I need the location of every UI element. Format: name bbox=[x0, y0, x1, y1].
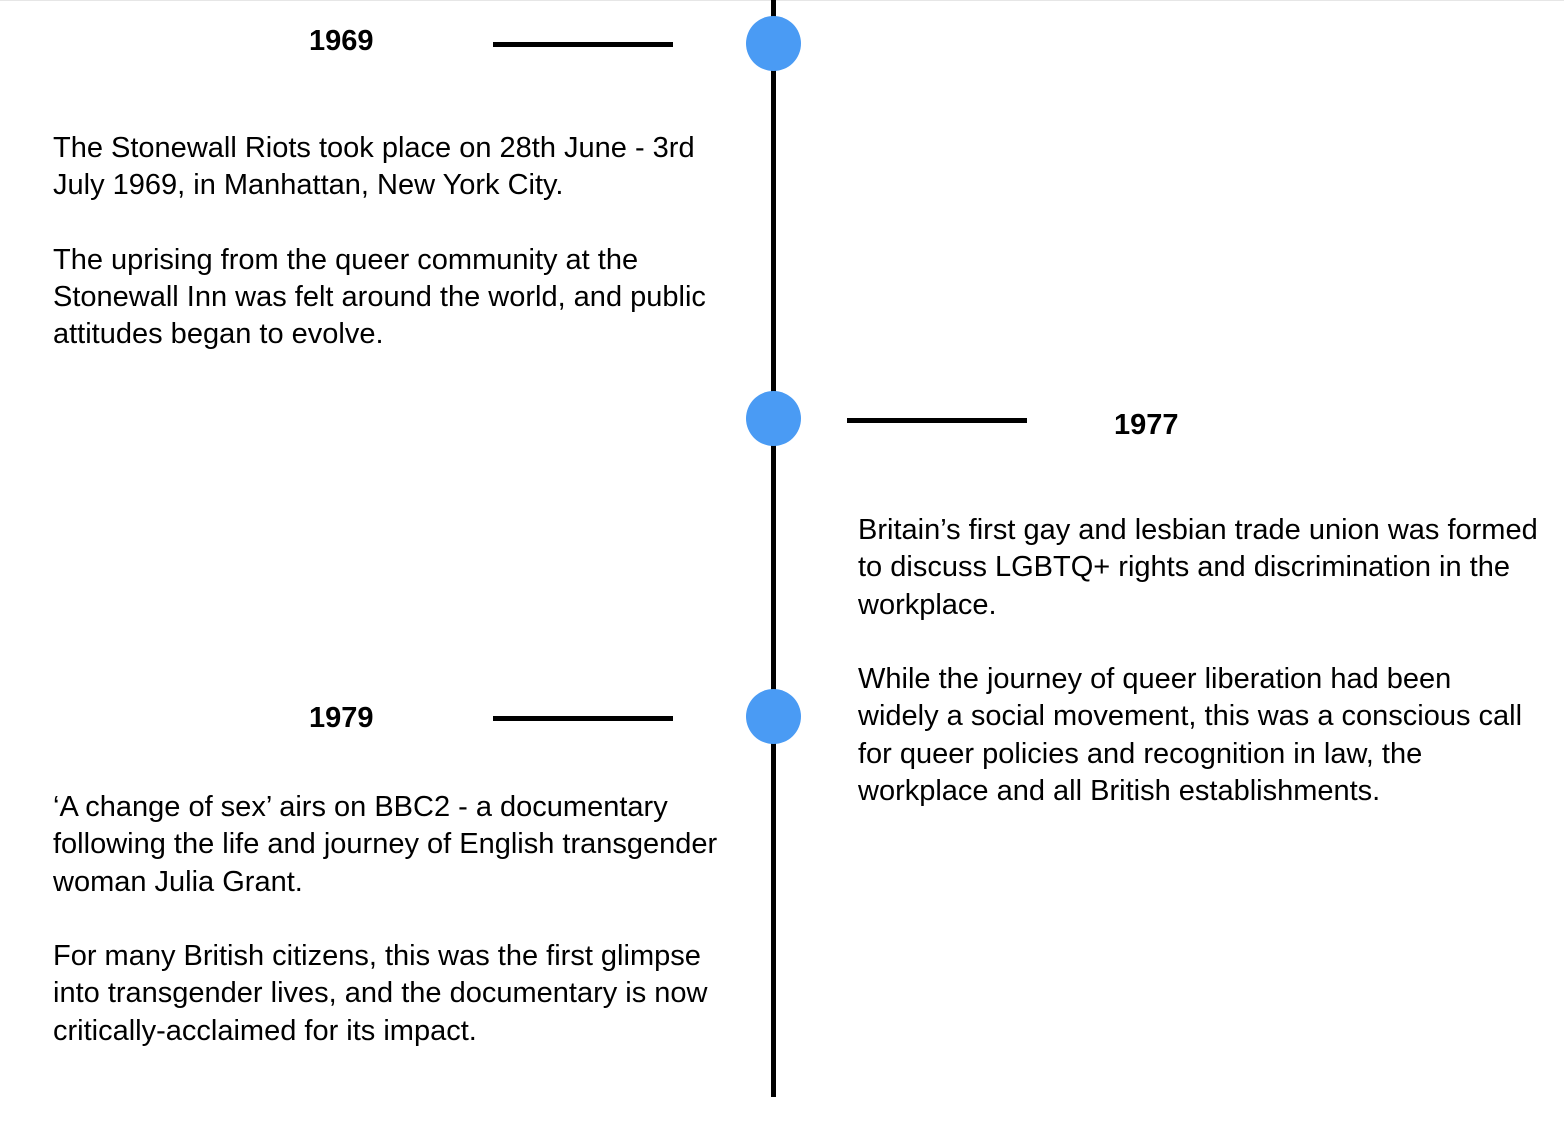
event-description-1979 bbox=[53, 789, 733, 1050]
event-connector-1979 bbox=[493, 716, 673, 721]
event-node-1979 bbox=[746, 689, 801, 744]
event-year-1969: 1969 bbox=[309, 25, 374, 57]
event-connector-1977 bbox=[847, 418, 1027, 423]
event-description-1969 bbox=[53, 130, 733, 354]
event-connector-1969 bbox=[493, 42, 673, 47]
event-paragraph: For many British citizens, this was the first glimpse into transgender lives, and the documentary is now critically-acclaimed for its impact. bbox=[53, 940, 708, 1047]
event-paragraph: The Stonewall Riots took place on 28th June - 3rd July 1969, in Manhattan, New York City. bbox=[53, 132, 695, 202]
event-year-1979: 1979 bbox=[309, 702, 374, 734]
event-year-1977: 1977 bbox=[1114, 409, 1179, 441]
page-top-border bbox=[0, 0, 1564, 1]
event-paragraph: ‘A change of sex’ airs on BBC2 - a documentary following the life and journey of English transgender woman Julia Grant. bbox=[53, 791, 718, 898]
event-description-1977 bbox=[858, 512, 1538, 810]
event-node-1977 bbox=[746, 391, 801, 446]
event-node-1969 bbox=[746, 16, 801, 71]
event-paragraph: The uprising from the queer community at the Stonewall Inn was felt around the world, and public attitudes began to evolve. bbox=[53, 243, 706, 351]
event-paragraph: While the journey of queer liberation had been widely a social movement, this was a conscious call for queer policies and recognition in law, the workplace and all British establishments. bbox=[858, 663, 1523, 808]
timeline-axis bbox=[771, 0, 776, 1097]
event-paragraph: Britain’s first gay and lesbian trade union was formed to discuss LGBTQ+ rights and discrimination in the workplace. bbox=[858, 514, 1538, 621]
